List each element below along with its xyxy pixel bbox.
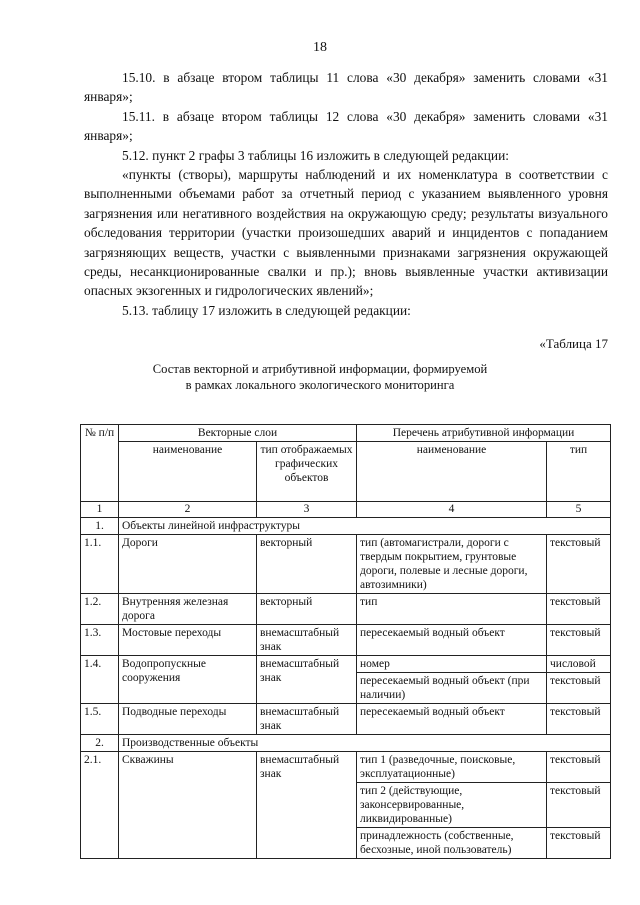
header-num: № п/п [81, 425, 119, 502]
row-graphic: внемасштабный знак [257, 752, 357, 859]
paragraph-quote: «пункты (створы), маршруты наблюдений и их номенклатура в соответствии с выполненными объемами работ за отчетный период с указанием выявленного уровня загрязнения или негативного воздействия на окружающую среду; результаты визуального обследования территории (участки произошедших аварий и инцидентов с попаданием загрязняющих веществ, участки с выявленными признаками загрязнения окружающей среды, несанкционированные свалки и пр.); вновь выявленные участки активизации опасных экзогенных и гидрологических явлений»; [84, 167, 608, 299]
row-type: текстовый [547, 625, 611, 656]
paragraph-15-11: 15.11. в абзаце втором таблицы 12 слова «30 декабря» заменить словами «31 января»; [84, 108, 608, 144]
body-text [84, 68, 608, 320]
row-type: текстовый [547, 752, 611, 783]
row-name: Подводные переходы [119, 704, 257, 735]
paragraph-15-10: 15.10. в абзаце втором таблицы 11 слова «30 декабря» заменить словами «31 января»; [84, 70, 608, 105]
header-attr-type: тип [547, 442, 611, 502]
caption-line-2: в рамках локального экологического мониторинга [185, 378, 455, 392]
table-row [81, 656, 611, 673]
row-type: текстовый [547, 535, 611, 594]
row-attr: пересекаемый водный объект [357, 625, 547, 656]
col-number: 2 [119, 502, 257, 518]
section-num: 2. [81, 735, 119, 752]
row-graphic: внемасштабный знак [257, 656, 357, 704]
header-row-2 [81, 442, 611, 502]
col-number: 3 [257, 502, 357, 518]
row-type: текстовый [547, 673, 611, 704]
row-attr: тип 2 (действующие, законсервированные, ликвидированные) [357, 783, 547, 828]
table-row [81, 625, 611, 656]
row-graphic: внемасштабный знак [257, 625, 357, 656]
table-17 [80, 424, 611, 859]
caption-line-1: Состав векторной и атрибутивной информации, формируемой [152, 362, 488, 376]
row-attr: тип [357, 594, 547, 625]
row-name: Водопропускные сооружения [119, 656, 257, 704]
table-reference: «Таблица 17 [539, 336, 608, 351]
row-attr: принадлежность (собственные, бесхозные, иной пользователь) [357, 828, 547, 859]
section-row-2 [81, 735, 611, 752]
row-num: 1.3. [81, 625, 119, 656]
row-type: текстовый [547, 783, 611, 828]
row-name: Скважины [119, 752, 257, 859]
page-number: 18 [313, 40, 327, 55]
section-title: Объекты линейной инфраструктуры [119, 518, 611, 535]
row-attr: номер [357, 656, 547, 673]
section-row-1 [81, 518, 611, 535]
row-graphic: внемасштабный знак [257, 704, 357, 735]
row-name: Дороги [119, 535, 257, 594]
header-attr-list: Перечень атрибутивной информации [357, 425, 611, 442]
header-name: наименование [119, 442, 257, 502]
row-num: 1.4. [81, 656, 119, 704]
row-type: числовой [547, 656, 611, 673]
row-num: 1.5. [81, 704, 119, 735]
paragraph-5-12: 5.12. пункт 2 графы 3 таблицы 16 изложить в следующей редакции: [122, 147, 509, 163]
header-vector-layers: Векторные слои [119, 425, 357, 442]
table-row [81, 704, 611, 735]
row-type: текстовый [547, 704, 611, 735]
table-row [81, 594, 611, 625]
row-attr: пересекаемый водный объект [357, 704, 547, 735]
col-number: 5 [547, 502, 611, 518]
row-type: текстовый [547, 594, 611, 625]
header-attr-name: наименование [357, 442, 547, 502]
row-num: 2.1. [81, 752, 119, 859]
row-graphic: векторный [257, 594, 357, 625]
section-num: 1. [81, 518, 119, 535]
table-row [81, 752, 611, 783]
header-graphic-type: тип отображаемых графических объектов [257, 442, 357, 502]
row-num: 1.1. [81, 535, 119, 594]
column-numbers-row [81, 502, 611, 518]
row-attr: тип (автомагистрали, дороги с твердым покрытием, грунтовые дороги, полевые и лесные дороги, автозимники) [357, 535, 547, 594]
section-title: Производственные объекты [119, 735, 611, 752]
row-name: Внутренняя железная дорога [119, 594, 257, 625]
header-row-1 [81, 425, 611, 442]
row-graphic: векторный [257, 535, 357, 594]
row-attr: пересекаемый водный объект (при наличии) [357, 673, 547, 704]
row-name: Мостовые переходы [119, 625, 257, 656]
table-caption [0, 361, 640, 393]
row-attr: тип 1 (разведочные, поисковые, эксплуатационные) [357, 752, 547, 783]
row-num: 1.2. [81, 594, 119, 625]
row-type: текстовый [547, 828, 611, 859]
col-number: 4 [357, 502, 547, 518]
paragraph-5-13: 5.13. таблицу 17 изложить в следующей редакции: [122, 302, 411, 318]
table-row [81, 535, 611, 594]
col-number: 1 [81, 502, 119, 518]
